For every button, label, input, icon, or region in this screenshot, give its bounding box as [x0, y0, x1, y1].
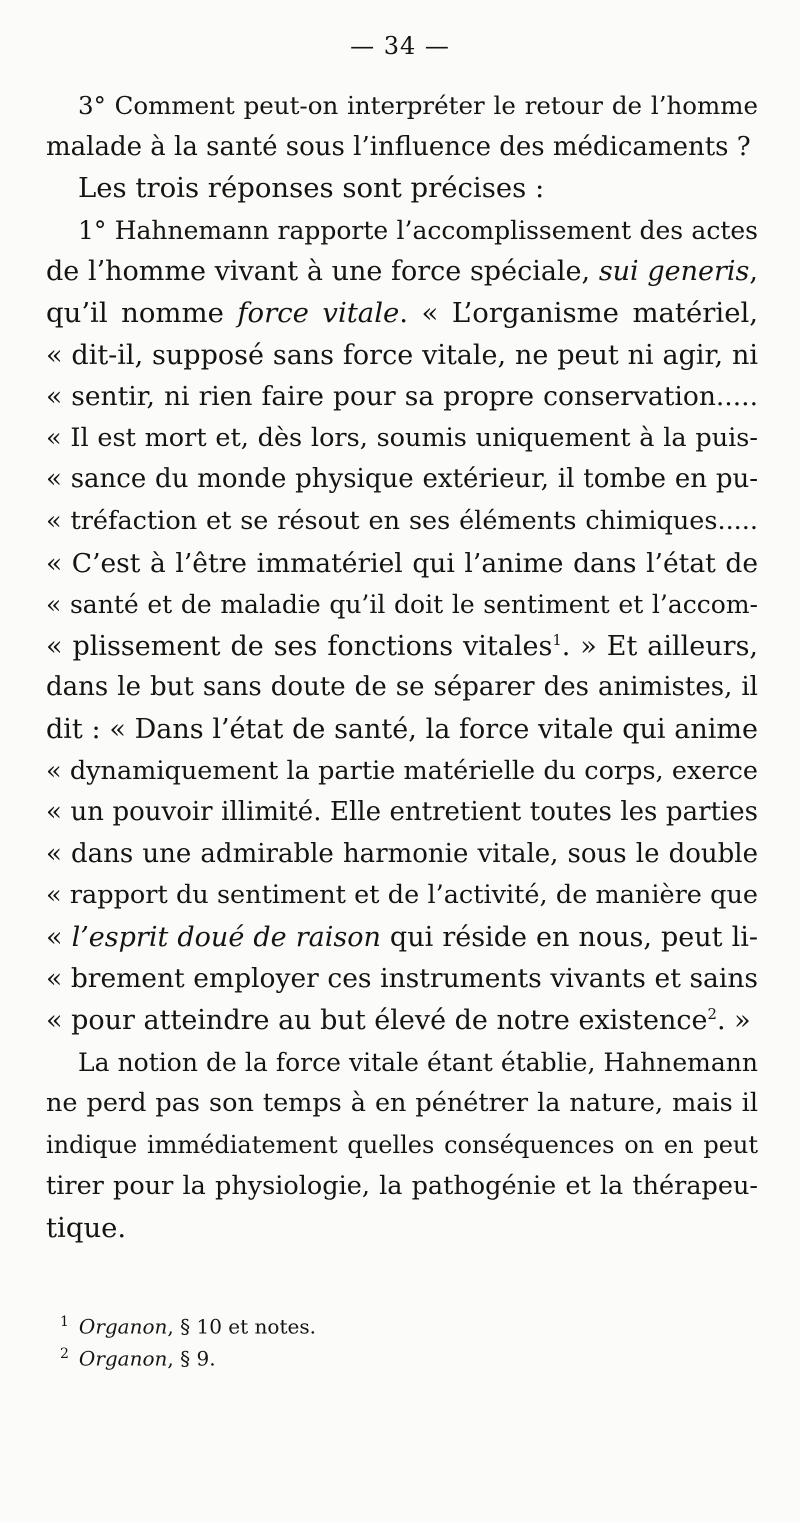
text-segment: . »: [716, 1005, 751, 1037]
footnote-mark: 1: [60, 1314, 69, 1330]
text-segment: tique.: [46, 1212, 127, 1245]
text-segment: « brement employer ces instruments vivants et sains: [46, 963, 758, 995]
text-segment: « sentir, ni rien faire pour sa propre conservation.....: [46, 381, 758, 413]
text-segment: « santé et de maladie qu’il doit le sentiment et l’accom-: [46, 590, 758, 620]
text-line: [46, 1166, 758, 1208]
text-line: [46, 418, 758, 460]
text-segment: . « L’organisme matériel,: [399, 296, 758, 329]
text-segment: « dans une admirable harmonie vitale, sous le double: [46, 838, 758, 869]
text-segment: 1° Hahnemann rapporte l’accomplissement des actes: [78, 215, 758, 245]
italic-text: l’esprit doué de raison: [71, 921, 381, 953]
text-segment: « plissement de ses fonctions vitales: [46, 630, 553, 662]
footnote: [60, 1306, 660, 1338]
text-segment: «: [46, 921, 72, 953]
text-segment: ,: [749, 256, 758, 288]
text-segment: « tréfaction et se résout en ses éléments chimiques.....: [46, 505, 758, 536]
text-line: [46, 626, 758, 668]
text-segment: 3° Comment peut-on interpréter le retour de l’homme: [78, 91, 758, 120]
footnote-text: , § 10 et notes.: [167, 1314, 316, 1339]
text-line: [46, 917, 758, 959]
text-line: [46, 584, 758, 626]
text-segment: malade à la santé sous l’influence des médicaments ?: [46, 131, 751, 162]
text-line: [46, 127, 758, 169]
text-segment: qui réside en nous, peut li-: [380, 921, 758, 953]
text-line: [46, 709, 758, 751]
text-segment: « un pouvoir illimité. Elle entretient toutes les parties: [46, 797, 758, 828]
text-segment: « rapport du sentiment et de l’activité, de manière que: [46, 880, 758, 911]
text-line: [46, 1083, 758, 1125]
text-segment: « sance du monde physique extérieur, il tombe en pu-: [46, 464, 758, 495]
text-line: [46, 1125, 758, 1167]
body-text: [46, 85, 758, 1250]
text-segment: Les trois réponses sont précises :: [78, 172, 545, 205]
text-segment: « dynamiquement la partie matérielle du corps, exerce: [46, 755, 758, 786]
text-segment: dans le but sans doute de se séparer des animistes, il: [46, 672, 758, 703]
text-line: [46, 667, 758, 709]
text-segment: La notion de la force vitale étant établie, Hahnemann: [78, 1047, 758, 1077]
text-line: [46, 875, 758, 917]
text-line: [46, 501, 758, 543]
text-segment: . » Et ailleurs,: [561, 630, 759, 662]
text-line: [46, 293, 758, 335]
text-segment: dit : « Dans l’état de santé, la force vitale qui anime: [46, 713, 758, 745]
text-line: [46, 543, 758, 585]
footnote-title: Organon: [78, 1314, 168, 1339]
text-line: [46, 792, 758, 834]
text-line: [46, 1208, 758, 1250]
italic-text: force vitale: [237, 296, 400, 329]
footnote-reference: 1: [552, 630, 562, 649]
text-line: [46, 210, 758, 252]
text-line: [46, 751, 758, 793]
text-segment: « C’est à l’être immatériel qui l’anime dans l’état de: [46, 547, 758, 579]
text-segment: ne perd pas son temps à en pénétrer la nature, mais il: [46, 1088, 758, 1119]
text-segment: de l’homme vivant à une force spéciale,: [46, 256, 599, 288]
text-line: [46, 85, 758, 127]
footnote-reference: 2: [707, 1005, 717, 1024]
text-line: [46, 1042, 758, 1084]
text-line: [46, 335, 758, 377]
text-line: [46, 459, 758, 501]
footnote-mark: 2: [60, 1346, 69, 1362]
footnote-text: , § 9.: [167, 1346, 216, 1371]
footnotes: [60, 1306, 660, 1370]
text-line: [46, 834, 758, 876]
text-segment: tirer pour la physiologie, la pathogénie et la thérapeu-: [46, 1171, 758, 1202]
text-segment: « pour atteindre au but élevé de notre existence: [46, 1005, 708, 1037]
footnote: [60, 1338, 660, 1370]
text-line: [46, 958, 758, 1000]
text-line: [46, 1000, 758, 1042]
text-line: [46, 251, 758, 293]
text-segment: qu’il nomme: [46, 296, 238, 329]
text-segment: « Il est mort et, dès lors, soumis uniquement à la puis-: [46, 422, 758, 453]
page-number: — 34 —: [350, 32, 450, 60]
italic-text: sui generis: [598, 256, 750, 288]
text-line: [46, 168, 758, 210]
text-line: [46, 376, 758, 418]
text-segment: « dit-il, supposé sans force vitale, ne peut ni agir, ni: [46, 339, 758, 371]
text-segment: indique immédiatement quelles conséquences on en peut: [46, 1130, 758, 1159]
footnote-title: Organon: [78, 1346, 168, 1371]
